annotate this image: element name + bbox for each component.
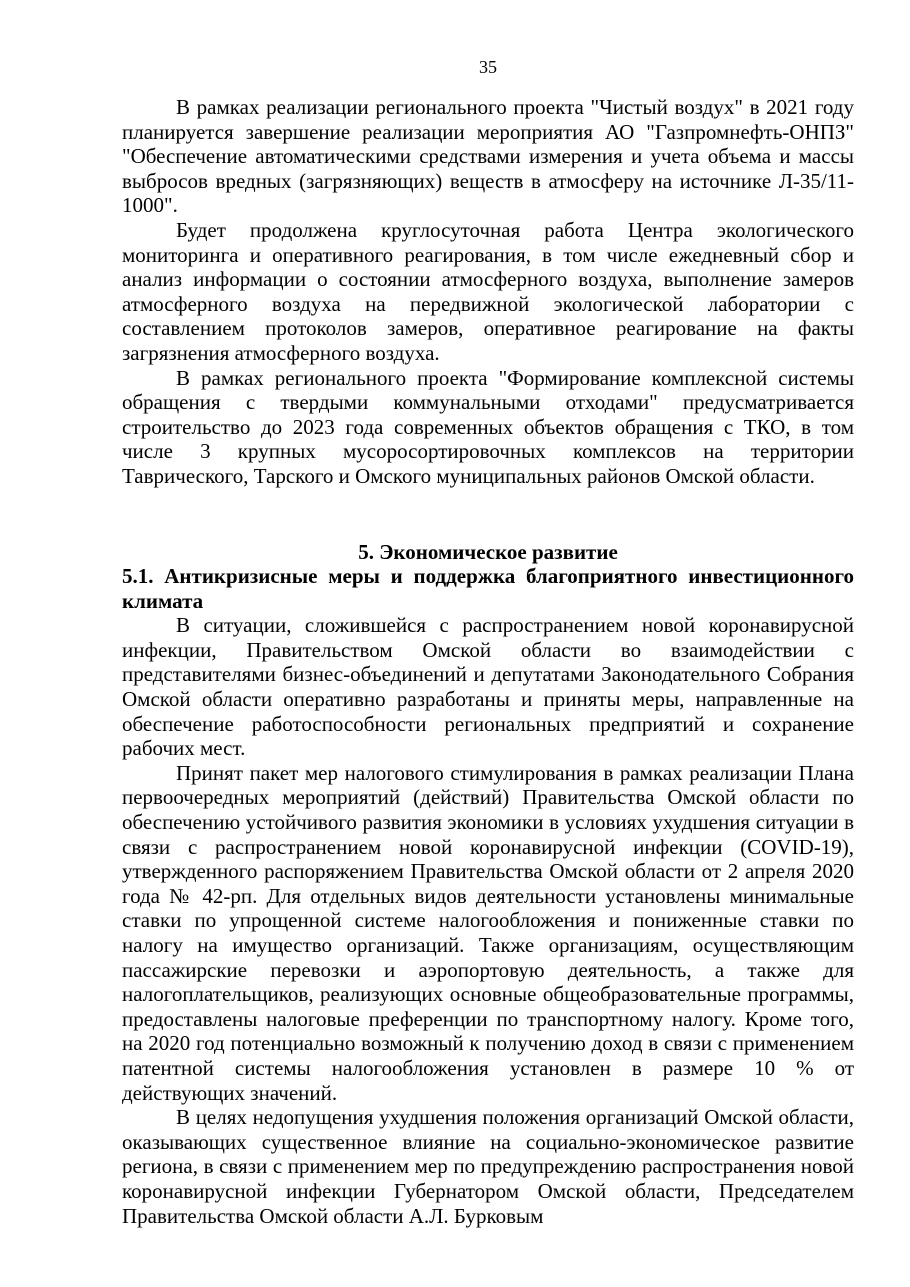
paragraph-waste-management: В рамках регионального проекта "Формирование комплексной системы обращения с твердыми коммунальными отходами" предусматривается строительство до 2023 года современных объектов обращения с ТКО, в том числе 3 крупных мусоросортировочных комплексов на территории Таврического, Тарского и Омского муниципальных районов Омской области.: [122, 365, 854, 488]
paragraph-clean-air-project: В рамках реализации регионального проекта "Чистый воздух" в 2021 году планируется завершение реализации мероприятия АО "Газпромнефть-ОНПЗ" "Обеспечение автоматическими средствами измерения и учета объема и массы выбросов вредных (загрязняющих) веществ в атмосферу на источнике Л-35/11-1000".: [122, 95, 854, 218]
paragraph-governor-measures: В целях недопущения ухудшения положения организаций Омской области, оказывающих существенное влияние на социально-экономическое развитие региона, в связи с применением мер по предупреждению распространения новой коронавирусной инфекции Губернатором Омской области, Председателем Правительства Омской области А.Л. Бурковым: [122, 1105, 854, 1228]
paragraph-tax-incentives: Принят пакет мер налогового стимулирования в рамках реализации Плана первоочередных мероприятий (действий) Правительства Омской области по обеспечению устойчивого развития экономики в условиях ухудшения ситуации в связи с распространением новой коронавирусной инфекции (COVID-19), утвержденного распоряжением Правительства Омской области от 2 апреля 2020 года № 42-рп. Для отдельных видов деятельности установлены минимальные ставки по упрощенной системе налогообложения и пониженные ставки по налогу на имущество организаций. Также организациям, осуществляющим пассажирские перевозки и аэропортовую деятельность, а также для налогоплательщиков, реализующих основные общеобразовательные программы, предоставлены налоговые преференции по транспортному налогу. Кроме того, на 2020 год потенциально возможный к получению доход в связи с применением патентной системы налогообложения установлен в размере 10 % от действующих значений.: [122, 760, 854, 1105]
page-number: 35: [479, 57, 497, 77]
document-body: [122, 95, 854, 1228]
paragraph-monitoring-center: Будет продолжена круглосуточная работа Центра экологического мониторинга и оперативного реагирования, в том числе ежедневный сбор и анализ информации о состоянии атмосферного воздуха, выполнение замеров атмосферного воздуха на передвижной экологической лаборатории с составлением протоколов замеров, оперативное реагирование на факты загрязнения атмосферного воздуха.: [122, 217, 854, 365]
section-spacer: [122, 489, 854, 540]
subsection-heading: 5.1. Антикризисные меры и поддержка благоприятного инвестиционного климата: [122, 564, 854, 613]
section-heading: 5. Экономическое развитие: [358, 539, 618, 564]
paragraph-anticrisis-measures: В ситуации, сложившейся с распространением новой коронавирусной инфекции, Правительством Омской области во взаимодействии с представителями бизнес-объединений и депутатами Законодательного Собрания Омской области оперативно разработаны и приняты меры, направленные на обеспечение работоспособности региональных предприятий и сохранение рабочих мест.: [122, 613, 854, 761]
